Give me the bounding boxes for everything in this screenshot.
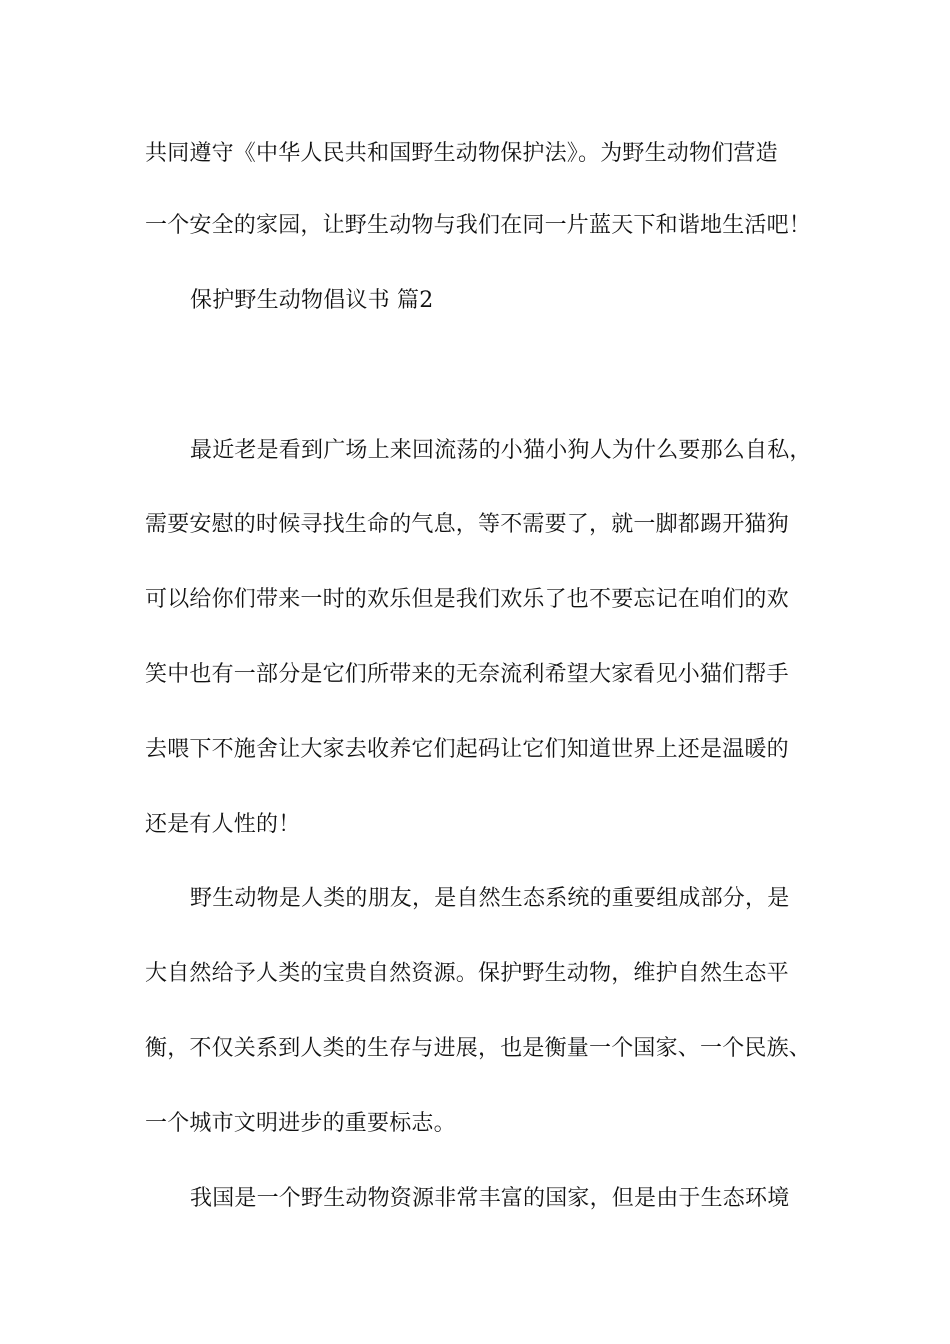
paragraph-line: 去喂下不施舍让大家去收养它们起码让它们知道世界上还是温暖的 [145,737,789,762]
paragraph-line: 我国是一个野生动物资源非常丰富的国家，但是由于生态环境 [190,1186,790,1211]
paragraph-line: 最近老是看到广场上来回流荡的小猫小狗人为什么要那么自私， [190,438,812,463]
section-heading: 保护野生动物倡议书 篇2 [190,288,434,313]
paragraph-line: 一个城市文明进步的重要标志。 [145,1111,456,1136]
paragraph-line: 需要安慰的时候寻找生命的气息，等不需要了，就一脚都踢开猫狗 [145,512,789,537]
paragraph-line: 笑中也有一部分是它们所带来的无奈流利希望大家看见小猫们帮手 [145,662,789,687]
paragraph-line: 野生动物是人类的朋友，是自然生态系统的重要组成部分，是 [190,886,790,911]
paragraph-line: 可以给你们带来一时的欢乐但是我们欢乐了也不要忘记在咱们的欢 [145,587,789,612]
paragraph-line: 共同遵守《中华人民共和国野生动物保护法》。为野生动物们营造 [145,141,778,166]
paragraph-line: 衡，不仅关系到人类的生存与进展，也是衡量一个国家、一个民族、 [145,1036,812,1061]
paragraph-line: 大自然给予人类的宝贵自然资源。保护野生动物，维护自然生态平 [145,961,789,986]
paragraph-line: 还是有人性的！ [145,812,301,837]
paragraph-line: 一个安全的家园，让野生动物与我们在同一片蓝天下和谐地生活吧！ [145,213,812,238]
